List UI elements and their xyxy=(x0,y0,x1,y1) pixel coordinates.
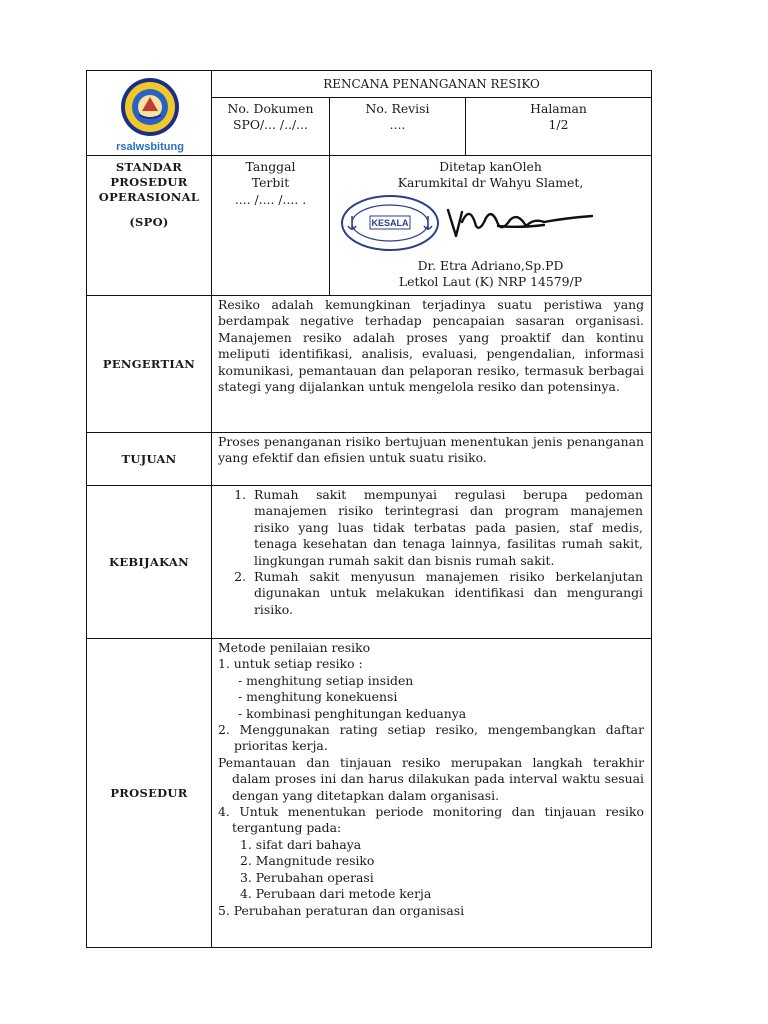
approval-line2: Karumkital dr Wahyu Slamet, xyxy=(397,175,584,191)
logo-cell xyxy=(87,71,212,156)
handwritten-signature xyxy=(448,210,592,236)
document-title-cell xyxy=(212,71,652,98)
spo-table xyxy=(86,70,652,948)
prosedur-line: Metode penilaian resiko xyxy=(218,640,371,655)
prosedur-line: 1. sifat dari bahaya xyxy=(240,836,362,852)
prosedur-line: - kombinasi penghitungan keduanya xyxy=(238,705,467,721)
pengertian-label-cell xyxy=(87,296,212,433)
tujuan-label-cell xyxy=(87,433,212,486)
document-title: RENCANA PENANGANAN RESIKO xyxy=(323,76,540,91)
revision-label: No. Revisi xyxy=(365,101,430,116)
official-stamp xyxy=(342,196,438,250)
prosedur-line: - menghitung konekuensi xyxy=(238,689,398,705)
tujuan-text: Proses penanganan risiko bertujuan menentukan jenis penanganan yang efektif dan efisien untuk suatu risiko. xyxy=(218,434,644,466)
spo-label-line3: OPERASIONAL xyxy=(98,190,200,204)
spo-label-abbrev: (SPO) xyxy=(129,215,169,229)
page-cell xyxy=(466,98,652,156)
prosedur-line: - menghitung setiap insiden xyxy=(238,672,414,688)
spo-document xyxy=(86,70,651,948)
kebijakan-label: KEBIJAKAN xyxy=(109,554,189,569)
spo-label-line1: STANDAR xyxy=(115,160,183,174)
prosedur-label: PROSEDUR xyxy=(110,785,188,800)
spo-label-line2: PROSEDUR xyxy=(110,175,188,189)
page-label: Halaman xyxy=(530,101,587,116)
page-value: 1/2 xyxy=(548,117,569,133)
spo-label-cell xyxy=(87,156,212,296)
kebijakan-label-cell xyxy=(87,486,212,639)
prosedur-line: 4. Perubaan dari metode kerja xyxy=(240,886,432,902)
prosedur-line: 5. Perubahan peraturan dan organisasi xyxy=(218,902,465,918)
tujuan-text-cell xyxy=(212,433,652,486)
logo-caption: rsalwsbitung xyxy=(116,141,184,153)
prosedur-text-cell xyxy=(212,639,652,948)
kebijakan-item: 2. Rumah sakit menyusun manajemen risiko berkelanjutan digunakan untuk melakukan identifikasi dan mengurangi risiko. xyxy=(250,569,643,618)
prosedur-label-cell xyxy=(87,639,212,948)
revision-cell xyxy=(330,98,466,156)
date-value: .... /.... /.... . xyxy=(234,191,307,207)
pengertian-text: Resiko adalah kemungkinan terjadinya suatu peristiwa yang berdampak negative terhadap pencapaian sasaran organisasi. Manajemen resiko adalah proses yang proaktif dan kontinu meliputi identifikasi, analisis, evaluasi, pengendalian, informasi komunikasi, pemantauan dan pelaporan resiko, termasuk berbagai stategi yang dijalankan untuk mengelola resiko dan potensinya. xyxy=(218,297,644,395)
doc-number-label: No. Dokumen xyxy=(227,101,314,116)
prosedur-line: 3. Perubahan operasi xyxy=(240,869,374,885)
approval-line1: Ditetap kanOleh xyxy=(439,159,542,174)
prosedur-line: 4. Untuk menentukan periode monitoring dan tinjauan resiko tergantung pada: xyxy=(218,804,644,836)
date-label-line1: Tanggal xyxy=(245,159,296,174)
prosedur-line: 2. Menggunakan rating setiap resiko, mengembangkan daftar prioritas kerja. xyxy=(218,722,644,754)
kebijakan-text-cell xyxy=(212,486,652,639)
doc-number-value: SPO/... /../... xyxy=(233,117,308,133)
date-cell xyxy=(212,156,330,296)
hospital-logo xyxy=(87,71,212,155)
pengertian-text-cell xyxy=(212,296,652,433)
prosedur-line: 1. untuk setiap resiko : xyxy=(218,656,363,672)
signer-rank: Letkol Laut (K) NRP 14579/P xyxy=(398,274,583,290)
pengertian-label: PENGERTIAN xyxy=(102,356,196,371)
prosedur-line: Pemantauan dan tinjauan resiko merupakan langkah terakhir dalam proses ini dan harus dilakukan pada interval waktu sesuai dengan yang ditetapkan dalam organisasi. xyxy=(218,754,644,803)
revision-value: .... xyxy=(389,117,406,133)
kebijakan-item: 1. Rumah sakit mempunyai regulasi berupa pedoman manajemen risiko terintegrasi dan program manajemen risiko yang luas tidak terbatas pada pasien, staf medis, tenaga kesehatan dan tenaga lainnya, fasilitas rumah sakit, lingkungan rumah sakit dan bisnis rumah sakit. xyxy=(250,487,643,569)
prosedur-line: 2. Mangnitude resiko xyxy=(240,853,375,869)
stamp-and-signature xyxy=(330,192,652,254)
kebijakan-list xyxy=(218,487,643,618)
date-label-line2: Terbit xyxy=(251,175,290,191)
tujuan-label: TUJUAN xyxy=(121,451,177,466)
signer-name: Dr. Etra Adriano,Sp.PD xyxy=(417,257,564,273)
approval-cell xyxy=(330,156,652,296)
doc-number-cell xyxy=(212,98,330,156)
stamp-text: KESALA xyxy=(371,217,409,228)
